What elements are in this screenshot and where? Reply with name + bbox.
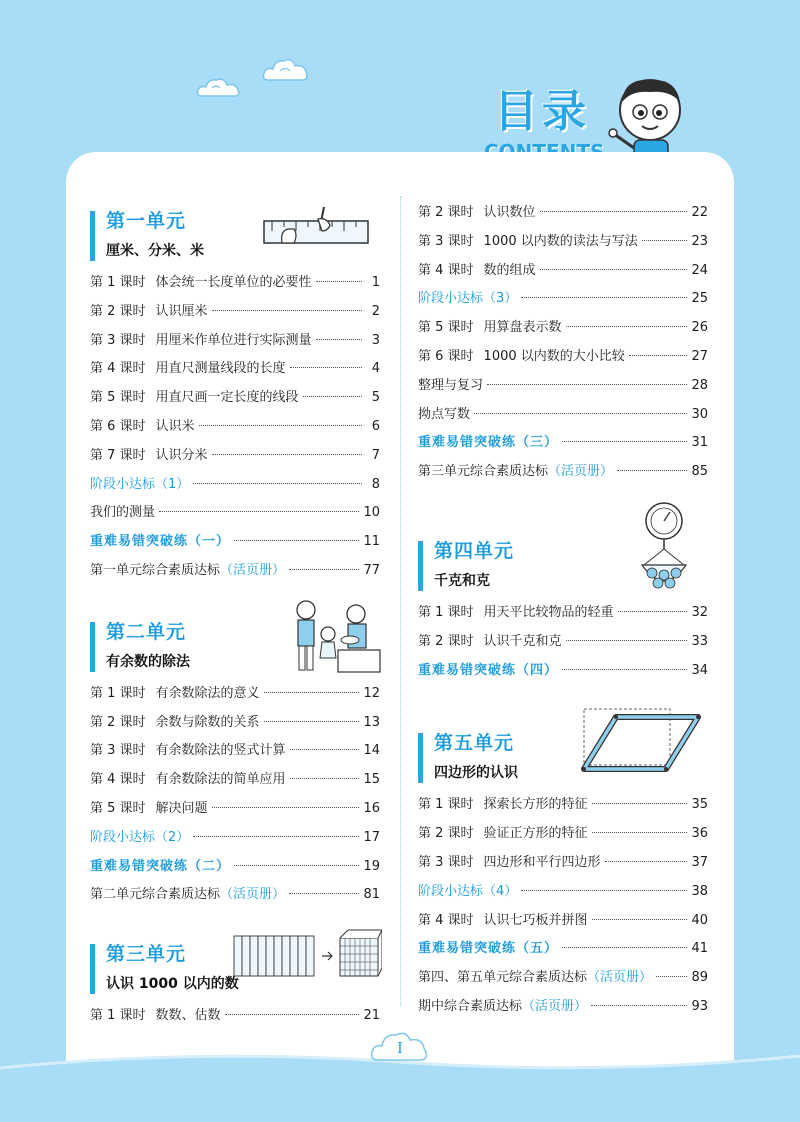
toc-entry[interactable]: 第二单元综合素质达标 （活页册） 81 [90, 887, 380, 903]
unit-2-list [90, 684, 380, 914]
unit-header [90, 938, 380, 1000]
unit-title: 第三单元 [106, 943, 187, 966]
toc-entry[interactable]: 第 1 课时 数数、估数 21 [90, 1008, 380, 1024]
toc-entry[interactable]: 第 2 课时 认识厘米 2 [90, 303, 380, 319]
toc-entry[interactable]: 第 5 课时 用算盘表示数 26 [418, 320, 708, 336]
toc-entry[interactable]: 阶段小达标（2） 17 [90, 829, 380, 845]
unit-5-list [418, 795, 708, 1025]
unit-3-list-continued [418, 203, 708, 491]
toc-entry[interactable]: 第 3 课时 用厘米作单位进行实际测量 3 [90, 332, 380, 348]
toc-entry[interactable]: 阶段小达标（1） 8 [90, 476, 380, 492]
toc-entry[interactable]: 第 1 课时 体会统一长度单位的必要性 1 [90, 275, 380, 290]
unit-title: 第五单元 [434, 732, 515, 755]
toc-entry[interactable]: 第 3 课时 有余数除法的竖式计算 14 [90, 743, 380, 759]
unit-subtitle: 四边形的认识 [434, 765, 518, 782]
toc-entry[interactable]: 重难易错突破练（二） 19 [90, 858, 380, 874]
toc-entry[interactable]: 整理与复习 28 [418, 377, 708, 393]
unit-header [90, 205, 380, 267]
toc-entry[interactable]: 第 3 课时 1000 以内数的读法与写法 23 [418, 233, 708, 249]
toc-entry[interactable]: 重难易错突破练（一） 11 [90, 534, 380, 550]
hanging-scale-icon [634, 499, 694, 595]
unit-subtitle: 千克和克 [434, 572, 490, 589]
unit-header [418, 727, 708, 789]
toc-entry[interactable]: 拗点写数 30 [418, 406, 708, 422]
toc-entry[interactable]: 第 3 课时 四边形和平行四边形 37 [418, 854, 708, 870]
toc-entry[interactable]: 第 6 课时 认识米 6 [90, 418, 380, 434]
unit-header [90, 616, 380, 678]
toc-entry[interactable]: 第四、第五单元综合素质达标 （活页册） 89 [418, 970, 708, 986]
toc-entry[interactable]: 期中综合素质达标 （活页册） 93 [418, 998, 708, 1014]
toc-entry[interactable]: 第三单元综合素质达标 （活页册） 85 [418, 464, 708, 480]
toc-entry[interactable]: 第 4 课时 数的组成 24 [418, 262, 708, 278]
toc-entry[interactable]: 第 1 课时 用天平比较物品的轻重 32 [418, 604, 708, 620]
toc-entry[interactable]: 第 4 课时 有余数除法的简单应用 15 [90, 772, 380, 788]
family-illustration-icon [290, 598, 382, 676]
toc-entry[interactable]: 第 2 课时 认识数位 22 [418, 205, 708, 220]
unit-subtitle: 厘米、分米、米 [106, 243, 204, 259]
toc-entry[interactable]: 第 1 课时 探索长方形的特征 35 [418, 797, 708, 813]
toc-entry[interactable]: 阶段小达标（4） 38 [418, 883, 708, 899]
toc-entry[interactable]: 第 7 课时 认识分米 7 [90, 447, 380, 463]
unit-title: 第四单元 [434, 539, 515, 562]
unit-header [418, 535, 708, 597]
toc-entry[interactable]: 第 5 课时 用直尺画一定长度的线段 5 [90, 390, 380, 406]
unit-subtitle: 认识 1000 以内的数 [106, 976, 239, 993]
toc-entry[interactable]: 第 2 课时 验证正方形的特征 36 [418, 826, 708, 842]
cloud-icon [196, 74, 242, 100]
unit-1-list [90, 273, 380, 590]
toc-entry[interactable]: 第 2 课时 认识千克和克 33 [418, 633, 708, 649]
toc-entry[interactable]: 阶段小达标（3） 25 [418, 291, 708, 307]
toc-entry[interactable]: 重难易错突破练（三） 31 [418, 435, 708, 451]
toc-entry[interactable]: 我们的测量 10 [90, 505, 380, 521]
right-column [418, 203, 708, 1026]
column-divider [400, 196, 401, 1006]
unit-4-list [418, 603, 708, 689]
toc-entry[interactable]: 第 6 课时 1000 以内数的大小比较 27 [418, 348, 708, 364]
unit-title: 第一单元 [106, 210, 187, 232]
toc-entry[interactable]: 第 2 课时 余数与除数的关系 13 [90, 714, 380, 730]
page-title: 目录 [494, 86, 590, 137]
left-column [90, 205, 380, 1035]
cube-blocks-icon [232, 926, 382, 982]
ruler-icon [262, 205, 370, 253]
unit-title: 第二单元 [106, 620, 187, 643]
unit-subtitle: 有余数的除法 [106, 653, 190, 670]
toc-entry[interactable]: 重难易错突破练（五） 41 [418, 941, 708, 957]
toc-entry[interactable]: 第 1 课时 有余数除法的意义 12 [90, 685, 380, 701]
toc-entry[interactable]: 第 5 课时 解决问题 16 [90, 800, 380, 816]
toc-entry[interactable]: 第 4 课时 用直尺测量线段的长度 4 [90, 361, 380, 377]
page-number: I [397, 1039, 403, 1057]
parallelogram-frame-icon [580, 707, 702, 777]
toc-entry[interactable]: 第 4 课时 认识七巧板并拼图 40 [418, 912, 708, 928]
toc-entry[interactable]: 第一单元综合素质达标 （活页册） 77 [90, 562, 380, 578]
cloud-icon [262, 54, 310, 84]
toc-entry[interactable]: 重难易错突破练（四） 34 [418, 662, 708, 678]
